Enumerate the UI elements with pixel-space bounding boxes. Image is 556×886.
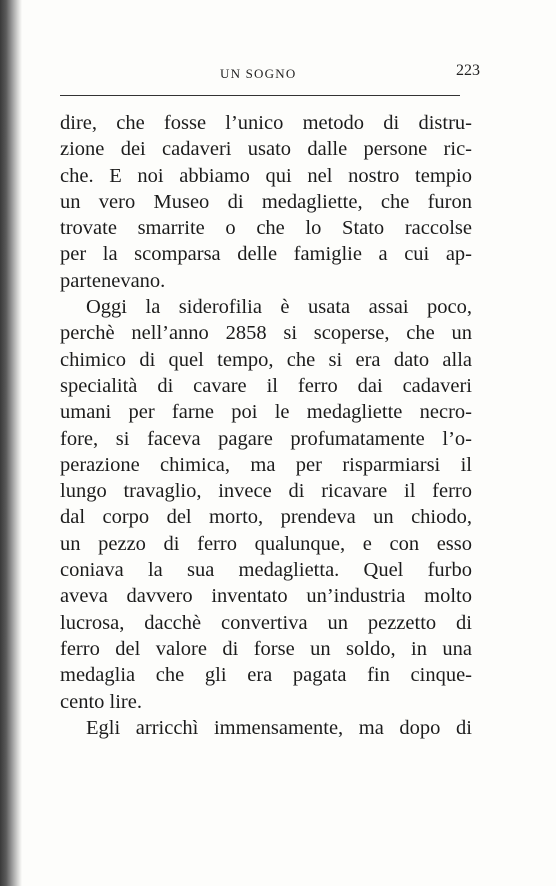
binding-shadow: [0, 0, 22, 886]
text-line: coniava la sua medaglietta. Quel furbo: [60, 559, 472, 582]
text-line: cento lire.: [60, 690, 142, 713]
text-line: un pezzo di ferro qualunque, e con esso: [60, 532, 472, 555]
text-line: Egli arricchì immensamente, ma dopo di: [86, 716, 472, 739]
text-line: aveva davvero inventato un’industria molto: [60, 585, 472, 608]
text-line: per la scomparsa delle famiglie a cui ap-: [60, 243, 472, 266]
text-line: perazione chimica, ma per risparmiarsi il: [60, 453, 472, 476]
text-line: medaglia che gli era pagata fin cinque-: [60, 664, 472, 687]
text-line: perchè nell’anno 2858 si scoperse, che un: [60, 322, 472, 345]
body-text: [60, 110, 472, 741]
text-line: partenevano.: [60, 269, 166, 292]
text-line: trovate smarrite o che lo Stato raccolse: [60, 217, 472, 240]
header-rule: [60, 95, 460, 96]
text-line: fore, si faceva pagare profumatamente l’o-: [60, 427, 472, 450]
text-line: zione dei cadaveri usato dalle persone ric-: [60, 138, 472, 161]
text-line: dire, che fosse l’unico metodo di distru-: [60, 112, 472, 134]
text-line: umani per farne poi le medagliette necro-: [60, 401, 472, 424]
text-line: Oggi la siderofilia è usata assai poco,: [86, 296, 472, 319]
text-line: un vero Museo di medagliette, che furon: [60, 190, 472, 213]
text-line: che. E noi abbiamo qui nel nostro tempio: [60, 164, 472, 187]
text-line: lungo travaglio, invece di ricavare il ferro: [60, 480, 472, 503]
text-line: dal corpo del morto, prendeva un chiodo,: [60, 506, 472, 529]
running-head: [60, 62, 480, 86]
text-line: lucrosa, dacchè convertiva un pezzetto di: [60, 611, 472, 634]
text-line: specialità di cavare il ferro dai cadaveri: [60, 374, 472, 397]
text-line: ferro del valore di forse un soldo, in una: [60, 637, 472, 660]
page-number: 223: [456, 62, 480, 79]
running-title: UN SOGNO: [220, 66, 297, 81]
text-line: chimico di quel tempo, che si era dato alla: [60, 348, 472, 371]
